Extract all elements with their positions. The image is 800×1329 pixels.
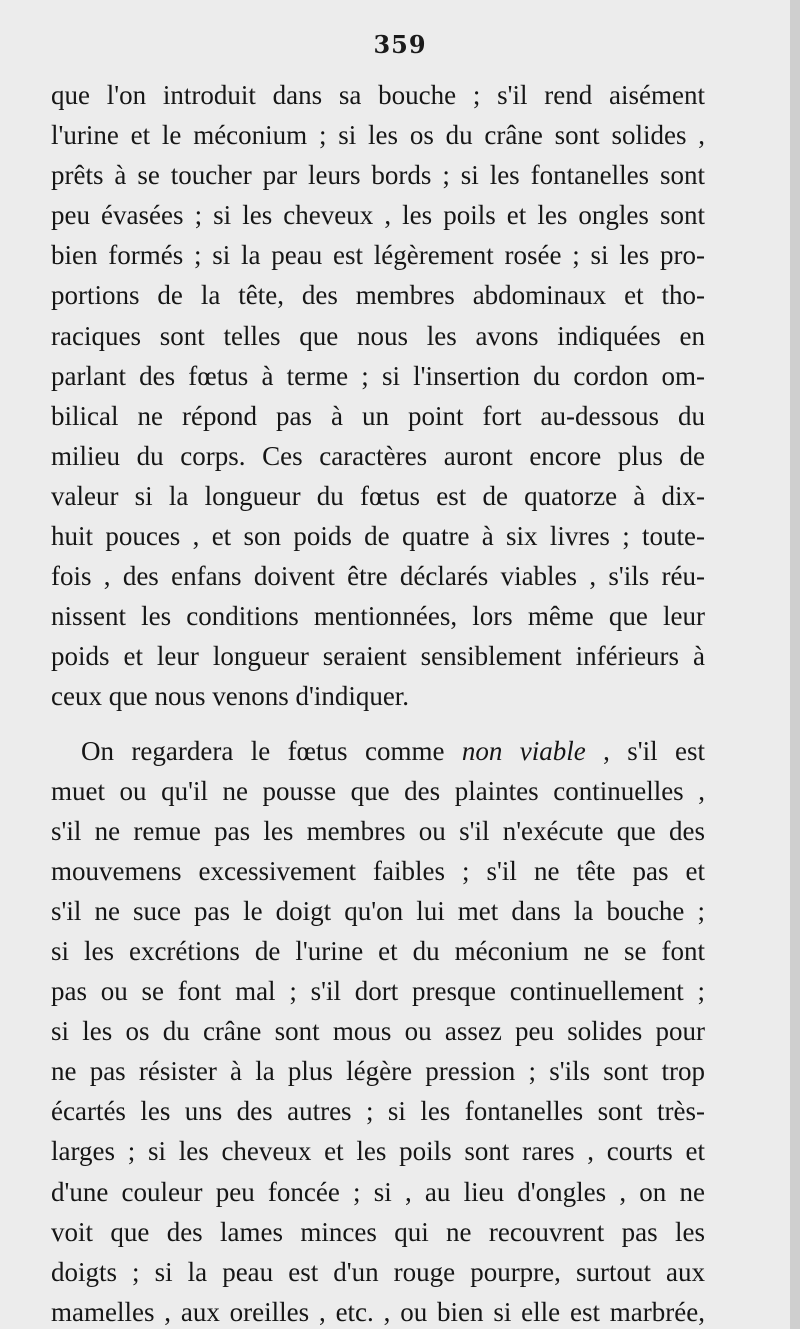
text-segment: , s'il est: [585, 735, 705, 766]
text-line: parlant des fœtus à terme ; si l'insertion du cordon om-: [51, 360, 705, 391]
body-text: [51, 75, 705, 1329]
text-line-first: [51, 731, 705, 771]
text-line: bien formés ; si la peau est légèrement rosée ; si les pro-: [51, 240, 705, 271]
paragraph-2: [51, 731, 705, 1329]
text-line: portions de la tête, des membres abdominaux et tho-: [51, 280, 705, 311]
text-line: si les excrétions de l'urine et du méconium ne se font: [51, 935, 705, 966]
text-line: huit pouces , et son poids de quatre à six livres ; toute-: [51, 521, 705, 552]
text-line: prêts à se toucher par leurs bords ; si les fontanelles sont: [51, 160, 705, 191]
text-line: si les os du crâne sont mous ou assez peu solides pour: [51, 1016, 705, 1047]
text-line: raciques sont telles que nous les avons indiquées en: [51, 320, 705, 351]
text-line: écartés les uns des autres ; si les fontanelles sont très-: [51, 1096, 705, 1127]
text-line: s'il ne suce pas le doigt qu'on lui met dans la bouche ;: [51, 895, 705, 926]
text-line: muet ou qu'il ne pousse que des plaintes continuelles ,: [51, 775, 705, 806]
text-line: voit que des lames minces qui ne recouvrent pas les: [51, 1216, 705, 1247]
text-line: ne pas résister à la plus légère pression ; s'ils sont trop: [51, 1056, 705, 1087]
text-line: valeur si la longueur du fœtus est de quatorze à dix-: [51, 480, 705, 511]
text-line: fois , des enfans doivent être déclarés viables , s'ils réu-: [51, 561, 705, 592]
page-edge-shadow: [790, 0, 800, 1329]
text-line: larges ; si les cheveux et les poils sont rares , courts et: [51, 1136, 705, 1167]
text-line: doigts ; si la peau est d'un rouge pourpre, surtout aux: [51, 1256, 705, 1287]
text-segment: On regardera le fœtus comme: [81, 735, 462, 766]
italic-term: non viable: [461, 735, 586, 766]
text-line: mouvemens excessivement faibles ; s'il ne tête pas et: [51, 855, 705, 886]
paragraph-1: [51, 75, 705, 717]
text-line: d'une couleur peu foncée ; si , au lieu d'ongles , on ne: [51, 1176, 705, 1207]
paragraph-gap: [51, 717, 705, 731]
text-line: nissent les conditions mentionnées, lors même que leur: [51, 601, 705, 632]
text-line: ceux que nous venons d'indiquer.: [51, 681, 410, 712]
text-line: que l'on introduit dans sa bouche ; s'il rend aisément: [51, 80, 705, 110]
text-line: poids et leur longueur seraient sensiblement inférieurs à: [51, 641, 705, 672]
text-line: peu évasées ; si les cheveux , les poils et les ongles sont: [51, 200, 705, 231]
text-line: l'urine et le méconium ; si les os du crâne sont solides ,: [51, 120, 705, 151]
text-line: pas ou se font mal ; s'il dort presque continuellement ;: [51, 976, 705, 1007]
text-line: milieu du corps. Ces caractères auront encore plus de: [51, 440, 705, 471]
page-number: 359: [373, 30, 427, 59]
text-line: bilical ne répond pas à un point fort au-dessous du: [51, 400, 705, 431]
text-line: mamelles , aux oreilles , etc. , ou bien si elle est marbrée,: [51, 1296, 705, 1327]
text-line: s'il ne remue pas les membres ou s'il n'exécute que des: [51, 815, 705, 846]
